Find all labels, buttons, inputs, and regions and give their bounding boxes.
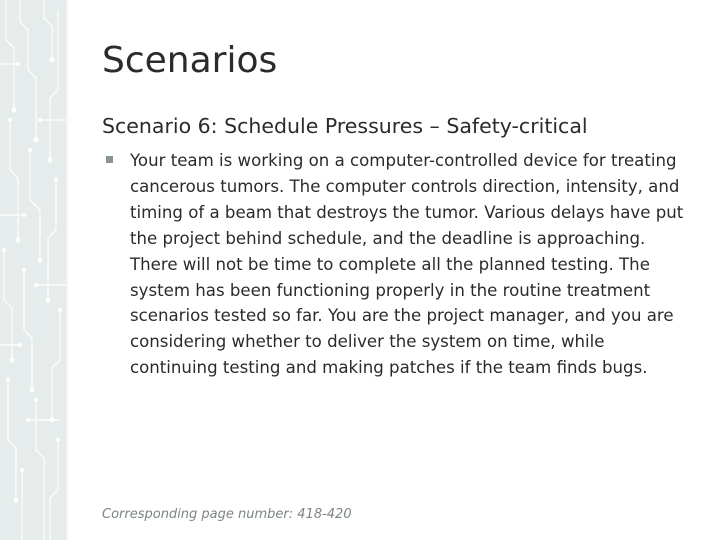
slide-subtitle: Scenario 6: Schedule Pressures – Safety-critical [102, 114, 588, 138]
side-band-divider [66, 0, 68, 540]
page-reference-footer: Corresponding page number: 418-420 [102, 507, 352, 522]
slide-title: Scenarios [102, 40, 278, 81]
bullet-item-text: Your team is working on a computer-controlled device for treating cancerous tumors. The computer controls direction, intensity, and timing of a beam that destroys the tumor. Various delays have put the project behind schedule, and the deadline is approaching. There will not be time to complete all the planned testing. The system has been functioning properly in the routine treatment scenarios tested so far. You are the project manager, and you are considering whether to deliver the system on time, while continuing testing and making patches if the team finds bugs. [130, 151, 684, 378]
bullet-list [106, 148, 692, 381]
circuit-pattern-side-band [0, 0, 66, 540]
circuit-pattern-graphic [0, 0, 66, 540]
square-bullet-icon [106, 156, 113, 163]
